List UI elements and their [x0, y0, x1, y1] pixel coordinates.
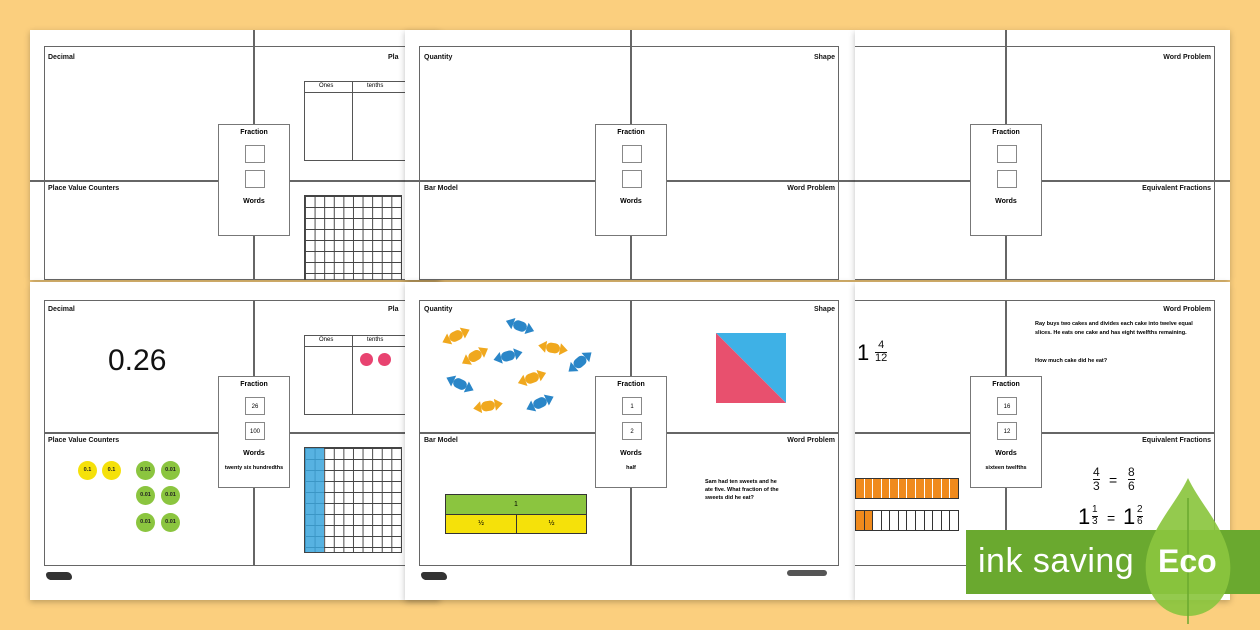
hundred-grid-shaded [304, 447, 402, 553]
ones-header: Ones [319, 337, 334, 343]
tenths-header: tenths [367, 337, 384, 343]
word-problem-label: Word Problem [787, 185, 835, 192]
worksheet-r1-word-problem [855, 30, 1230, 280]
counter-tenth: 0.1 [78, 461, 97, 480]
fraction-words: half [626, 465, 636, 471]
shaded-tenths [305, 448, 324, 552]
eq1-left-num: 4 [1093, 465, 1100, 479]
eq2-equals: = [1107, 510, 1116, 526]
bar-whole: 1 [446, 495, 586, 515]
bar-model-label: Bar Model [424, 185, 458, 192]
eq1-left-den: 3 [1093, 479, 1100, 493]
bar-part-right: ½ [517, 515, 586, 533]
worksheet-r2-quantity [405, 282, 855, 600]
eq1-equals: = [1109, 472, 1118, 488]
eq2-right-den: 6 [1137, 516, 1143, 527]
denominator-box: 2 [622, 422, 642, 440]
place-value-label: Pla [388, 306, 399, 313]
decimal-label: Decimal [48, 306, 75, 313]
words-title: Words [620, 198, 642, 205]
fraction-box [595, 124, 667, 236]
fraction-box [218, 124, 290, 236]
numerator-box [997, 145, 1017, 163]
denominator-box [997, 170, 1017, 188]
eq2-left-fraction [1092, 505, 1098, 527]
fraction-words: twenty six hundredths [224, 465, 284, 471]
decimal-label: Decimal [48, 54, 75, 61]
mixed-denominator: 12 [875, 352, 888, 364]
denominator-box [622, 170, 642, 188]
counter-hundredth: 0.01 [161, 513, 180, 532]
eq1-right-num: 8 [1128, 465, 1135, 479]
eq2-right-num: 2 [1137, 504, 1143, 515]
bar-model [445, 494, 587, 534]
counter-hundredth: 0.01 [136, 513, 155, 532]
hundred-grid [304, 195, 402, 280]
word-problem-label: Word Problem [1163, 54, 1211, 61]
eq2-right-whole: 1 [1123, 504, 1136, 529]
place-value-counters-label: Place Value Counters [48, 437, 120, 444]
mixed-number-whole: 1 [857, 340, 870, 365]
denominator-box: 100 [245, 422, 265, 440]
ones-header: Ones [319, 83, 334, 89]
counter-hundredth: 0.01 [161, 461, 180, 480]
fraction-box [595, 376, 667, 488]
tenths-counter-dot [360, 353, 373, 366]
words-title: Words [620, 450, 642, 457]
fraction-strip-full [855, 478, 959, 499]
numerator-box [622, 145, 642, 163]
mixed-number-fraction [875, 340, 887, 364]
fraction-title: Fraction [617, 129, 645, 136]
worksheet-r1-decimal [30, 30, 440, 280]
fraction-title: Fraction [240, 381, 268, 388]
twinkl-logo [46, 572, 72, 580]
word-problem-text: Ray buys two cakes and divides each cake into twelve equal slices. He eats one cake and has eight twelfths remaining. [1035, 321, 1193, 336]
eq2-left-den: 3 [1092, 516, 1098, 527]
fraction-title: Fraction [617, 381, 645, 388]
ink-saving-text: ink saving [978, 542, 1135, 580]
words-title: Words [995, 198, 1017, 205]
bar-part-left: ½ [446, 515, 517, 533]
counter-tenth: 0.1 [102, 461, 121, 480]
words-title: Words [995, 450, 1017, 457]
shape-label: Shape [813, 306, 835, 313]
denominator-box [245, 170, 265, 188]
numerator-box: 16 [997, 397, 1017, 415]
decimal-value: 0.26 [108, 344, 167, 377]
worksheet-r2-decimal [30, 282, 440, 600]
worksheet-r1-quantity [405, 30, 855, 280]
fraction-box [218, 376, 290, 488]
fraction-title: Fraction [240, 129, 268, 136]
words-title: Words [243, 450, 265, 457]
equivalent-fractions-label: Equivalent Fractions [1142, 185, 1211, 192]
fraction-title: Fraction [992, 381, 1020, 388]
eq2-left-num: 1 [1092, 504, 1098, 515]
numerator-box: 26 [245, 397, 265, 415]
place-value-counters-label: Place Value Counters [48, 185, 120, 192]
mixed-numerator: 4 [875, 340, 887, 353]
bar-model-label: Bar Model [424, 437, 458, 444]
counter-hundredth: 0.01 [136, 486, 155, 505]
denominator-box: 12 [997, 422, 1017, 440]
fraction-box [970, 376, 1042, 488]
fraction-box [970, 124, 1042, 236]
quantity-label: Quantity [424, 306, 453, 313]
word-problem-text: Sam had ten sweets and he ate five. What fraction of the sweets did he eat? [705, 479, 779, 501]
word-problem-question: How much cake did he eat? [1035, 358, 1108, 364]
numerator-box [245, 145, 265, 163]
eq1-right-fraction [1128, 466, 1135, 492]
place-value-label: Pla [388, 54, 399, 61]
footer-logo-right [787, 570, 827, 576]
eco-label: Eco [1158, 543, 1217, 579]
equivalent-fractions-label: Equivalent Fractions [1142, 437, 1211, 444]
tenths-counter-dot [378, 353, 391, 366]
counter-hundredth: 0.01 [161, 486, 180, 505]
fraction-words: sixteen twelfths [985, 465, 1027, 471]
counter-hundredth: 0.01 [136, 461, 155, 480]
numerator-box: 1 [622, 397, 642, 415]
place-value-chart [304, 335, 406, 415]
tenths-header: tenths [367, 83, 384, 89]
word-problem-label: Word Problem [787, 437, 835, 444]
twinkl-logo [421, 572, 447, 580]
half-shaded-square [716, 333, 786, 403]
quantity-label: Quantity [424, 54, 453, 61]
fraction-strip-partial [855, 510, 959, 531]
eq1-right-den: 6 [1128, 479, 1135, 493]
divider-h [855, 180, 1230, 182]
eq2-left-whole: 1 [1078, 504, 1091, 529]
shape-label: Shape [813, 54, 835, 61]
word-problem-label: Word Problem [1163, 306, 1211, 313]
fraction-title: Fraction [992, 129, 1020, 136]
place-value-chart [304, 81, 406, 161]
eq1-left-fraction [1093, 466, 1100, 492]
words-title: Words [243, 198, 265, 205]
